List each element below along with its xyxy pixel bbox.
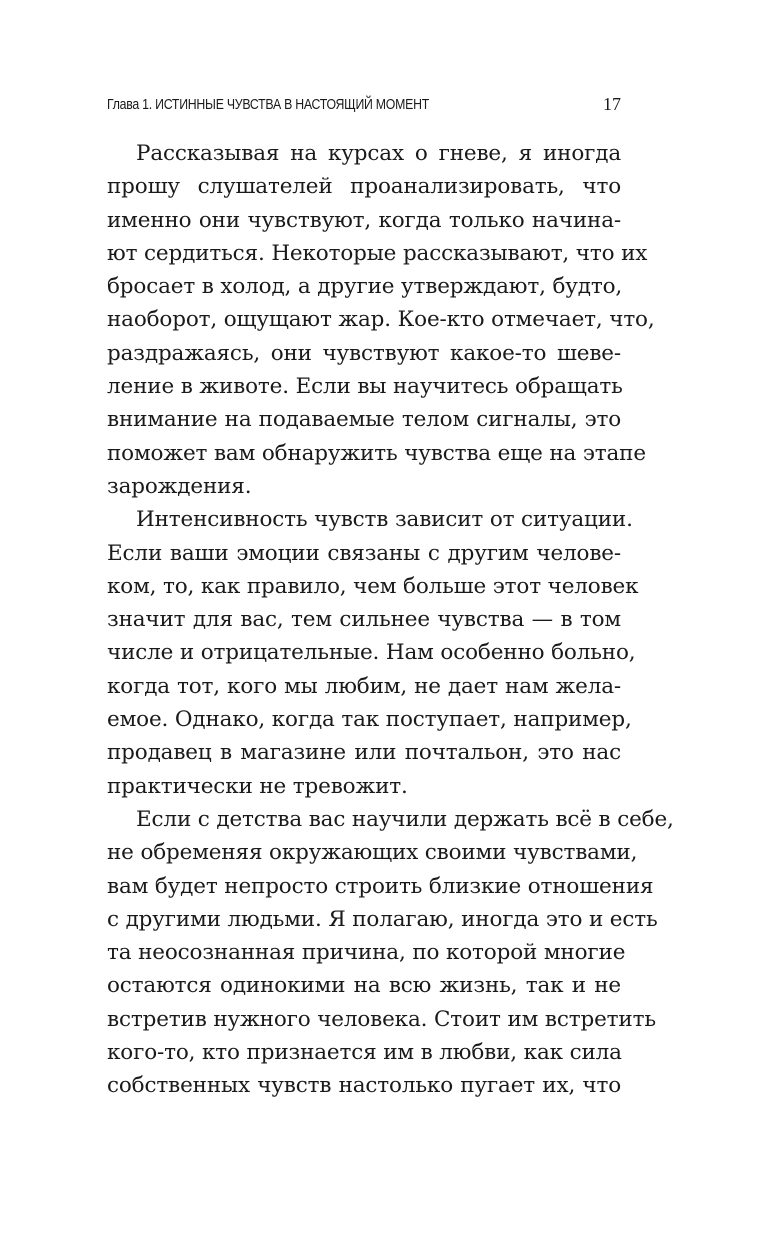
text-line: зарождения. <box>107 473 252 499</box>
text-line: не обременяя окружающих своими чувствами, <box>107 840 638 866</box>
text-line: кого-то, кто признается им в любви, как сила <box>107 1040 622 1066</box>
text-line: емое. Однако, когда так поступает, например, <box>107 707 632 733</box>
text-line: ют сердиться. Некоторые рассказывают, что их <box>107 240 648 266</box>
text-line: прошу слушателей проанализировать, что <box>107 174 621 200</box>
text-line: Рассказывая на курсах о гневе, я иногда <box>136 141 621 166</box>
text-line: Если с детства вас научили держать всё в себе, <box>136 806 674 832</box>
text-line: встретив нужного человека. Стоит им встретить <box>107 1006 656 1032</box>
text-line: ление в животе. Если вы научитесь обращать <box>107 374 623 400</box>
text-line: бросает в холод, а другие утверждают, будто, <box>107 274 623 300</box>
text-line: Интенсивность чувств зависит от ситуации. <box>136 507 633 533</box>
text-line: с другими людьми. Я полагаю, иногда это и есть <box>107 906 658 932</box>
text-line: остаются одинокими на всю жизнь, так и не <box>107 973 621 999</box>
text-line: продавец в магазине или почтальон, это нас <box>107 740 621 766</box>
text-line: именно они чувствуют, когда только начина- <box>107 207 621 233</box>
text-line: Если ваши эмоции связаны с другим челове- <box>107 540 621 566</box>
text-line: та неосознанная причина, по которой многие <box>107 940 626 966</box>
chapter-title: Глава 1. ИСТИННЫЕ ЧУВСТВА В НАСТОЯЩИЙ МОМЕНТ <box>107 95 430 113</box>
text-line: практически не тревожит. <box>107 773 408 799</box>
text-line: поможет вам обнаружить чувства еще на этапе <box>107 440 646 466</box>
text-line: ком, то, как правило, чем больше этот человек <box>107 573 639 599</box>
text-line: внимание на подаваемые телом сигналы, это <box>107 407 621 433</box>
body-text <box>107 137 674 1103</box>
text-line: значит для вас, тем сильнее чувства — в том <box>107 607 621 633</box>
text-line: собственных чувств настолько пугает их, что <box>107 1073 621 1099</box>
running-head <box>107 92 621 116</box>
text-line: числе и отрицательные. Нам особенно больно, <box>107 640 636 666</box>
text-line: наоборот, ощущают жар. Кое-кто отмечает, что, <box>107 307 655 333</box>
text-line: раздражаясь, они чувствуют какое-то шеве- <box>107 340 621 366</box>
text-line: вам будет непросто строить близкие отношения <box>107 873 654 899</box>
page-number: 17 <box>603 93 621 114</box>
text-line: когда тот, кого мы любим, не дает нам жела- <box>107 673 621 699</box>
